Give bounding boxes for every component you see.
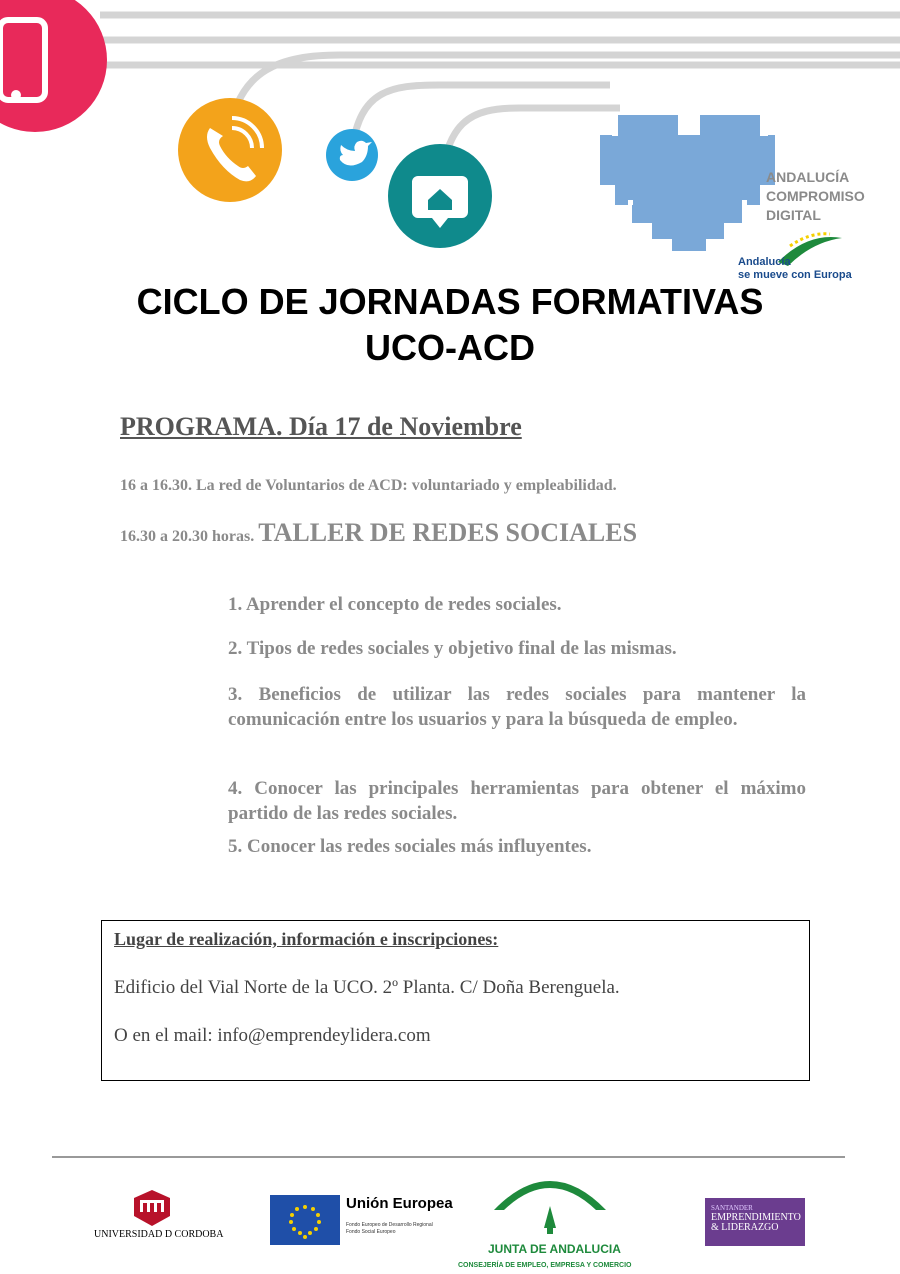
schedule-time: 16.30 a 20.30 horas. bbox=[120, 528, 255, 545]
program-item-5: 5. Conocer las redes sociales más influyentes. bbox=[228, 836, 592, 857]
page-title-line-2: UCO-ACD bbox=[365, 327, 535, 368]
santander-logo bbox=[705, 1198, 805, 1246]
uco-label: UNIVERSIDAD D CORDOBA bbox=[94, 1229, 224, 1240]
eu-title: Unión Europea bbox=[346, 1195, 453, 1212]
santander-top: SANTANDER bbox=[711, 1204, 753, 1212]
eu-subtitle bbox=[346, 1222, 433, 1236]
andalucia-tagline bbox=[738, 256, 852, 282]
tagline-line-1: Andalucía bbox=[738, 256, 791, 268]
junta-label: JUNTA DE ANDALUCIA bbox=[488, 1242, 621, 1256]
santander-line-2: & LIDERAZGO bbox=[711, 1222, 779, 1233]
footer-divider bbox=[52, 1156, 845, 1158]
eu-sub-1: Fondo Europeo de Desarrollo Regional bbox=[346, 1222, 433, 1228]
junta-subtitle: CONSEJERÍA DE EMPLEO, EMPRESA Y COMERCIO bbox=[458, 1262, 632, 1269]
brand-line-3: DIGITAL bbox=[766, 207, 821, 223]
program-heading: PROGRAMA. Día 17 de Noviembre bbox=[120, 412, 522, 441]
tagline-line-2: se mueve con Europa bbox=[738, 269, 852, 281]
schedule-item-1: 16 a 16.30. La red de Voluntarios de ACD: voluntariado y empleabilidad. bbox=[120, 477, 617, 494]
program-item-4: 4. Conocer las principales herramientas para obtener el máximo partido de las redes sociales. bbox=[228, 778, 806, 824]
junta-andalucia-emblem-icon bbox=[488, 1170, 612, 1242]
eu-flag-icon bbox=[270, 1195, 340, 1245]
eu-sub-2: Fondo Social Europeo bbox=[346, 1229, 396, 1235]
andalucia-compromiso-digital-label bbox=[766, 168, 865, 225]
santander-line-1: EMPRENDIMIENTO bbox=[711, 1212, 801, 1223]
brand-line-2: COMPROMISO bbox=[766, 188, 865, 204]
schedule-item-2 bbox=[120, 518, 637, 548]
program-item-1: 1. Aprender el concepto de redes sociales. bbox=[228, 594, 562, 615]
telephone-circle-icon bbox=[178, 98, 282, 202]
page-title-line-1: CICLO DE JORNADAS FORMATIVAS bbox=[136, 281, 764, 322]
brand-line-1: ANDALUCÍA bbox=[766, 169, 850, 185]
info-box-email[interactable]: O en el mail: info@emprendeylidera.com bbox=[114, 1025, 431, 1046]
info-box-heading: Lugar de realización, información e inscripciones: bbox=[114, 929, 499, 949]
program-item-2: 2. Tipos de redes sociales y objetivo final de las mismas. bbox=[228, 638, 677, 659]
info-box-address: Edificio del Vial Norte de la UCO. 2º Planta. C/ Doña Berenguela. bbox=[114, 977, 620, 998]
uco-crest-icon bbox=[130, 1190, 174, 1226]
program-item-3: 3. Beneficios de utilizar las redes sociales para mantener la comunicación entre los usuarios y para la búsqueda de empleo. bbox=[228, 684, 806, 730]
header-graphic bbox=[0, 0, 900, 290]
info-box bbox=[101, 920, 810, 1081]
pixel-heart-logo bbox=[600, 115, 775, 251]
workshop-title: TALLER DE REDES SOCIALES bbox=[258, 518, 638, 547]
